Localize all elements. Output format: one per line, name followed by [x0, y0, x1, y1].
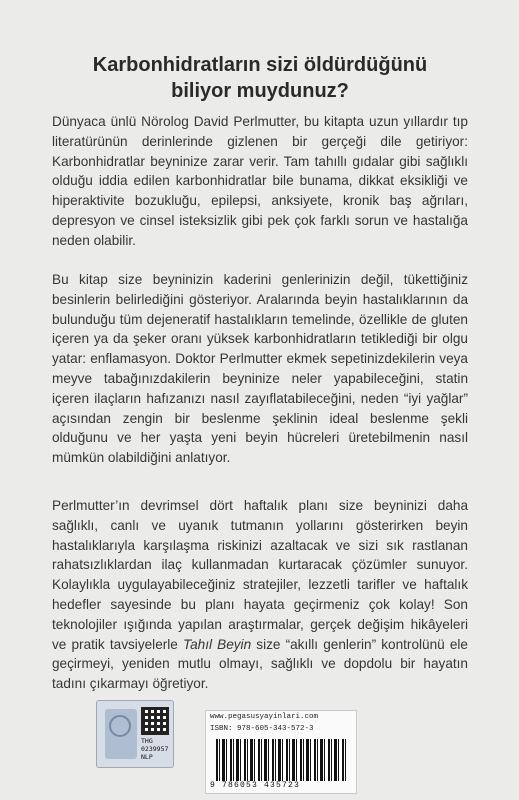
isbn-label: ISBN: 978-605-343-572-3	[210, 725, 314, 733]
sticker-code	[141, 737, 173, 761]
paragraph-3	[52, 496, 468, 694]
paragraph-3-text-b: size “akıllı genlerin” kontrolünü ele geçirmeyi, yeniden mutlu olmayı, sağlıklı ve dopdolu bir hayatın tadını çıkarmayı öğretiyor.	[52, 636, 468, 692]
paragraph-1: Dünyaca ünlü Nörolog David Perlmutter, bu kitapta uzun yıllardır tıp literatürünün derinlerinde gizlenen bir gerçeği dile getiriyor: Karbonhidratlar beyninize zarar verir. Tam tahıllı gıdalar gibi sağlıklı olduğu iddia edilen karbonhidratlar bile bunama, dikkat eksikliği ve hiperaktivite bozukluğu, epilepsi, anksiyete, kronik baş ağrıları, depresyon ve cinsel isteksizlik gibi pek çok farklı sorun ve hastalığa neden olabilir.	[52, 114, 468, 248]
barcode-bars-icon	[216, 739, 346, 781]
hologram-sticker	[96, 700, 174, 768]
sticker-line-2: 0239957	[141, 745, 169, 753]
barcode-block	[205, 710, 357, 794]
barcode-number: 9 786053 435723	[210, 781, 301, 790]
hologram-seal-icon	[105, 709, 137, 759]
paragraph-2: Bu kitap size beyninizin kaderini genlerinizin değil, tükettiğiniz besinlerin belirlediğini gösteriyor. Aralarında beyin hastalıklarının da bulunduğu tüm dejeneratif hastalıkların temelinde, özellikle de gluten içeren ya da şeker oranı yüksek karbonhidratların tetiklediği bir olgu yatar: enflamasyon. Doktor Perlmutter ekmek sepetinizdekilerin veya meyve tabağınızdakilerin beyninize neler yapabileceğini, statin içeren ilaçların hafızanızı nasıl zayıflatabileceğini, neden “iyi yağlar” açısından zengin bir beslenme şeklinin ideal beslenme şekli olduğunu ve her yaşta yeni beyin hücreleri üretebilmenin nasıl mümkün olabildiğini anlatıyor.	[52, 272, 468, 466]
publisher-url: www.pegasusyayinlari.com	[210, 713, 319, 721]
headline	[40, 52, 480, 104]
paragraph-3-text-a: Perlmutter’ın devrimsel dört haftalık planı size beyninizi daha sağlıklı, canlı ve uyanık tutmanın yollarını gösterirken beyin hastalıklarıyla karşılaşma riskinizi azaltacak ve sizi sık rastlanan rahatsızlıklardan ilaç kullanmadan kurtaracak çözümler sunuyor. Kolaylıkla uygulayabileceğiniz stratejiler, lezzetli tarifler ve haftalık hedefler sayesinde bu planı hayata geçirmeniz çok kolay! Son teknolojiler ışığında yapılan araştırmalar, gerçek değişim hikâyeleri ve pratik tavsiyelerle	[52, 498, 468, 652]
sticker-line-3: NLP	[141, 753, 153, 761]
qr-code-icon	[141, 707, 169, 735]
sticker-line-1: THG	[141, 737, 153, 745]
headline-line-1: Karbonhidratların sizi öldürdüğünü	[92, 54, 428, 76]
headline-line-2: biliyor muydunuz?	[171, 80, 349, 102]
book-title-italic: Tahıl Beyin	[183, 636, 252, 652]
